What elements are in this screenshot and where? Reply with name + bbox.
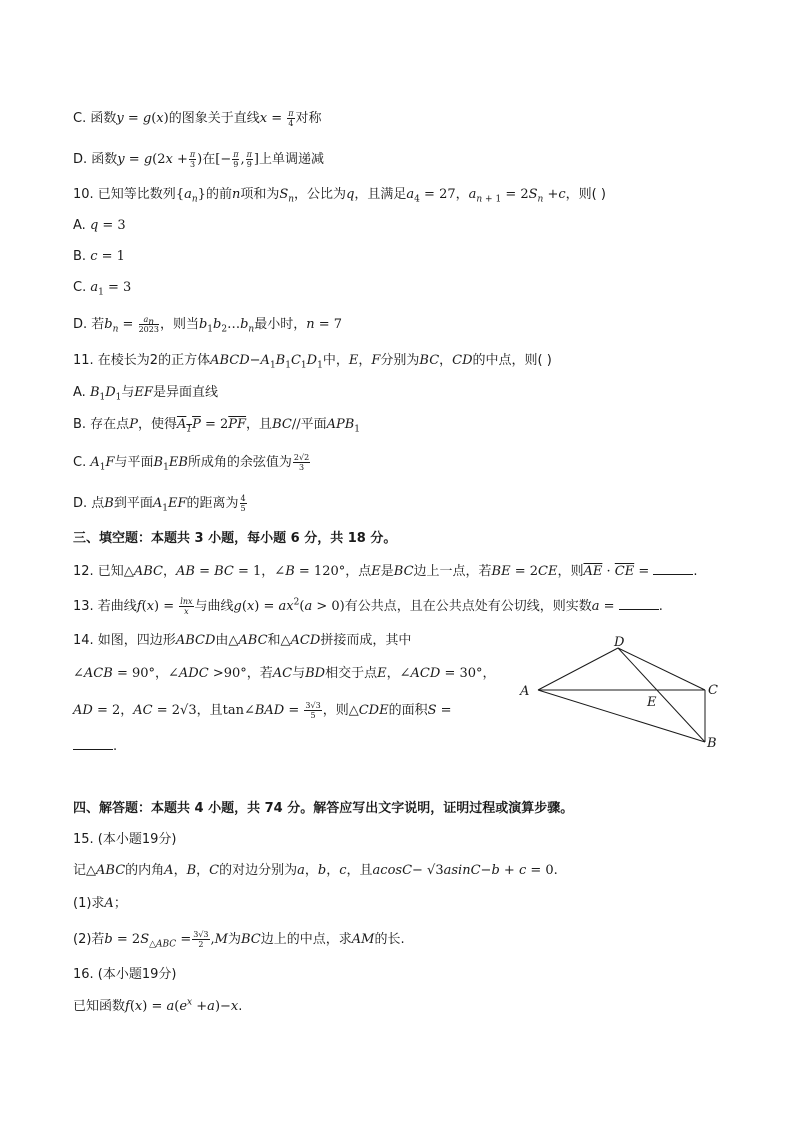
label-e: E: [647, 695, 657, 710]
label-b: B: [707, 736, 717, 751]
q11-stem: 11. 在棱长为2的正方体$ABCD-A_1B_1C_1D_1$中，E，F分别为BC，CD的中点，则( ): [73, 353, 552, 371]
q11-option-d: D. 点B到平面$A_1EF$的距离为 $\frac{4}{5}$: [73, 494, 246, 514]
segment-ab: [538, 690, 705, 742]
q11-option-c: C. $A_1F$与平面$B_1EB$所成角的余弦值为 $\frac{2√2}{3}$: [73, 453, 310, 473]
q13: 13. 若曲线f(x) = $\frac{\ln x}{x}$ 与曲线$g(x) = ax^2(a > 0)$有公共点，且在公共点处有公切线，则实数a = .: [73, 597, 663, 616]
segment-dc: [618, 648, 705, 690]
q14-figure: [510, 630, 730, 755]
label-c: C: [708, 683, 718, 698]
q10-option-b: B. c = 1: [73, 249, 125, 264]
q12: 12. 已知△ABC，AB = BC = 1，∠B = 120°，点E是BC边上一点，若BE = 2CE，则$\overline{AE} \cdot \overline{CE}$ = .: [73, 564, 698, 579]
q13-answer-blank: [619, 597, 659, 610]
section-3-heading: 三、填空题：本题共 3 小题，每小题 6 分，共 18 分。: [73, 531, 397, 546]
q16-heading: 16. (本小题19分): [73, 967, 177, 982]
q9-option-d: D. 函数y = g(2x + $\frac{\pi}{3}$ )在[− $\frac{\pi}{9}$ , $\frac{\pi}{9}$ ]上单调递减: [73, 150, 324, 169]
label-a: A: [520, 684, 530, 699]
q10-option-d: D. 若$b_n$ = $\frac{a_n}{2023}$ ，则当$b_1b_2\dots b_n$最小时，n = 7: [73, 315, 343, 335]
q15-part-1: (1)求A；: [73, 896, 127, 911]
q15-part-2: (2)若$b = 2S_{\triangle ABC}$ = $\frac{3√3}{2}$ ,M为BC边上的中点，求AM的长.: [73, 930, 405, 950]
q14-answer-blank: [73, 737, 113, 750]
q15-heading: 15. (本小题19分): [73, 832, 177, 847]
q14-line1: 14. 如图，四边形ABCD由△ABC和△ACD拼接而成，其中: [73, 633, 412, 648]
section-4-heading: 四、解答题：本题共 4 小题，共 74 分。解答应写出文字说明，证明过程或演算步骤。: [73, 801, 574, 816]
q15-stem: 记△ABC的内角A，B，C的对边分别为a，b，c，且acosC− √3asinC−b + c = 0.: [73, 863, 558, 878]
q14-line4: .: [73, 737, 117, 756]
label-d: D: [614, 635, 625, 650]
segment-ad: [538, 648, 618, 690]
segment-db: [618, 648, 705, 742]
q12-answer-blank: [653, 562, 693, 575]
q11-option-a: A. $B_1D_1$与EF是异面直线: [73, 385, 218, 403]
q11-option-b: B. 存在点P，使得$A_1P = 2\overline{PF}$，且BC//平面$APB_1$: [73, 417, 361, 435]
q10-option-c: C. $a_1 = 3$: [73, 280, 132, 298]
q10-option-a: A. q = 3: [73, 218, 126, 233]
q14-line2: ∠ACB = 90°，∠ADC >90°，若AC与BD相交于点E，∠ACD = 30°，: [73, 666, 496, 681]
q16-stem: 已知函数$f(x) = a(e^x +a)-x$.: [73, 997, 243, 1014]
q10-stem: 10. 已知等比数列$\{a_n\}$的前n项和为$S_n$，公比为q，且满足$a_4 = 27$，$a_{n +}$ $_1 = 2S_n +c$，则( ): [73, 187, 606, 205]
q9-option-c: C. 函数y = g(x)的图象关于直线x = $\frac{\pi}{4}$ 对称: [73, 109, 322, 128]
q14-line3: AD = 2，AC = 2√3，且tan∠BAD = $\frac{3√3}{5}$ ，则△CDE的面积S =: [73, 701, 452, 720]
